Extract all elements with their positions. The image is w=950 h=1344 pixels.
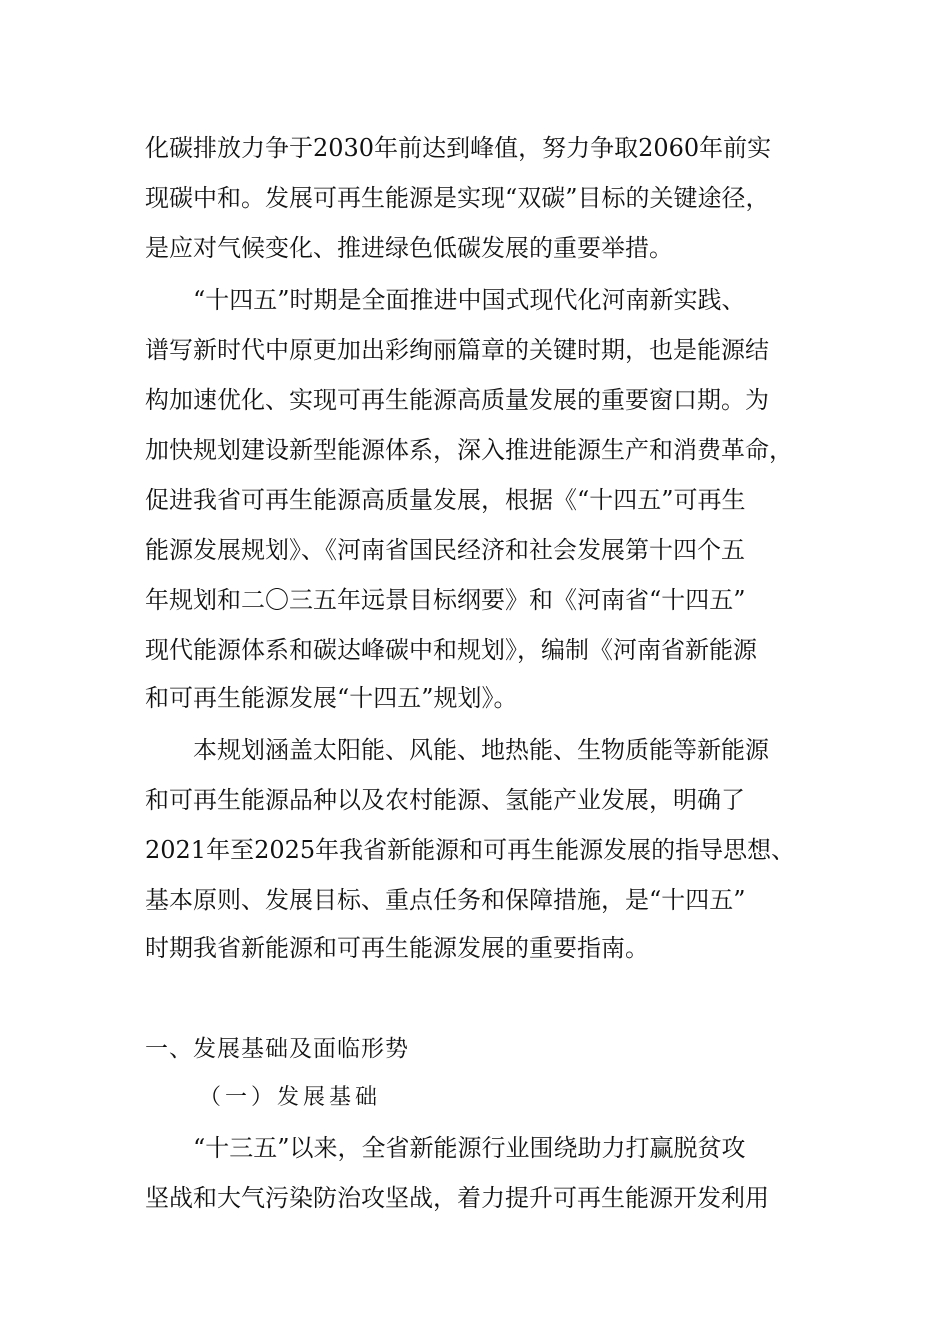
paragraph-2-line-7: 年规划和二〇三五年远景目标纲要》和《河南省“十四五” xyxy=(145,586,746,614)
subsection-heading: （一）发展基础 xyxy=(199,1085,382,1110)
paragraph-2-line-1: “十四五”时期是全面推进中国式现代化河南新实践、 xyxy=(193,286,746,314)
paragraph-3-line-5: 时期我省新能源和可再生能源发展的重要指南。 xyxy=(145,934,649,962)
paragraph-3-line-3: 2021年至2025年我省新能源和可再生能源发展的指导思想、 xyxy=(145,836,796,864)
paragraph-1-line-3: 是应对气候变化、推进绿色低碳发展的重要举措。 xyxy=(145,234,673,262)
paragraph-2-line-2: 谱写新时代中原更加出彩绚丽篇章的关键时期，也是能源结 xyxy=(145,336,769,364)
paragraph-4-line-1: “十三五”以来，全省新能源行业围绕助力打赢脱贫攻 xyxy=(193,1134,746,1162)
paragraph-2-line-5: 促进我省可再生能源高质量发展，根据《“十四五”可再生 xyxy=(145,486,746,514)
section-heading: 一、发展基础及面临形势 xyxy=(145,1036,409,1062)
paragraph-2-line-8: 现代能源体系和碳达峰碳中和规划》，编制《河南省新能源 xyxy=(145,636,757,664)
paragraph-3-line-4: 基本原则、发展目标、重点任务和保障措施，是“十四五” xyxy=(145,886,746,914)
paragraph-1-line-1: 化碳排放力争于2030年前达到峰值，努力争取2060年前实 xyxy=(145,134,772,162)
paragraph-3-line-2: 和可再生能源品种以及农村能源、氢能产业发展，明确了 xyxy=(145,786,745,814)
paragraph-2-line-9: 和可再生能源发展“十四五”规划》。 xyxy=(145,684,518,712)
paragraph-4-line-2: 坚战和大气污染防治攻坚战，着力提升可再生能源开发利用 xyxy=(145,1184,769,1212)
paragraph-1-line-2: 现碳中和。发展可再生能源是实现“双碳”目标的关键途径， xyxy=(145,184,770,212)
paragraph-2-line-6: 能源发展规划》、《河南省国民经济和社会发展第十四个五 xyxy=(145,536,745,564)
paragraph-3-line-1: 本规划涵盖太阳能、风能、地热能、生物质能等新能源 xyxy=(193,736,769,764)
paragraph-2-line-3: 构加速优化、实现可再生能源高质量发展的重要窗口期。为 xyxy=(145,386,769,414)
paragraph-2-line-4: 加快规划建设新型能源体系，深入推进能源生产和消费革命， xyxy=(145,436,793,464)
